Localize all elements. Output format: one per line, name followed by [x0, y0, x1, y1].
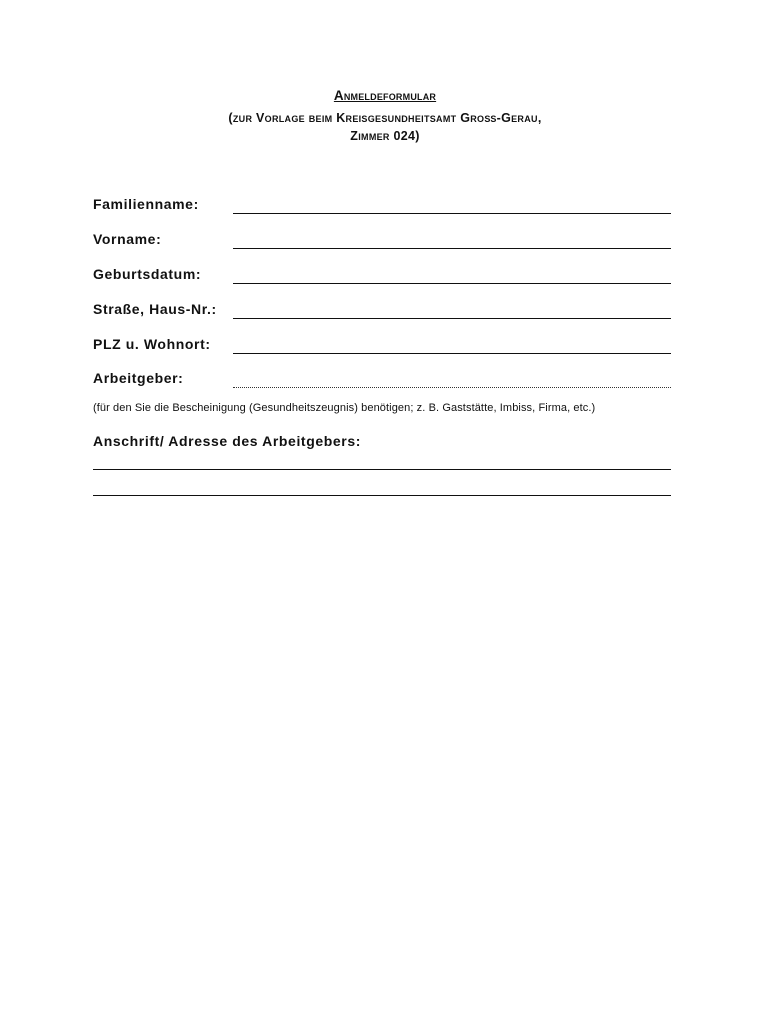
first-name-input-line[interactable]: [233, 248, 671, 249]
employer-address-line-1[interactable]: [93, 469, 671, 470]
field-label-family-name: Familienname:: [93, 196, 199, 212]
field-first-name: [93, 229, 671, 249]
field-employer: [93, 368, 671, 388]
field-postcode-city: [93, 334, 671, 354]
field-label-postcode-city: PLZ u. Wohnort:: [93, 336, 211, 352]
field-street: [93, 299, 671, 319]
employer-note: (für den Sie die Bescheinigung (Gesundheitszeugnis) benötigen; z. B. Gaststätte, Imbiss, Firma, etc.): [93, 402, 596, 414]
family-name-input-line[interactable]: [233, 213, 671, 214]
field-label-street: Straße, Haus-Nr.:: [93, 301, 217, 317]
employer-input-line[interactable]: [233, 387, 671, 388]
field-label-birth-date: Geburtsdatum:: [93, 266, 202, 282]
field-label-first-name: Vorname:: [93, 231, 162, 247]
postcode-city-input-line[interactable]: [233, 353, 671, 354]
form-subtitle-line-1: (zur Vorlage beim Kreisgesundheitsamt Groß-Gerau,: [228, 111, 542, 125]
employer-address-line-2[interactable]: [93, 495, 671, 496]
field-birth-date: [93, 264, 671, 284]
birth-date-input-line[interactable]: [233, 283, 671, 284]
street-input-line[interactable]: [233, 318, 671, 319]
field-family-name: [93, 194, 671, 214]
employer-address-label: Anschrift/ Adresse des Arbeitgebers:: [93, 433, 361, 449]
form-title: Anmeldeformular: [333, 88, 437, 103]
form-subtitle-line-2: Zimmer 024): [350, 129, 420, 143]
field-label-employer: Arbeitgeber:: [93, 370, 184, 386]
